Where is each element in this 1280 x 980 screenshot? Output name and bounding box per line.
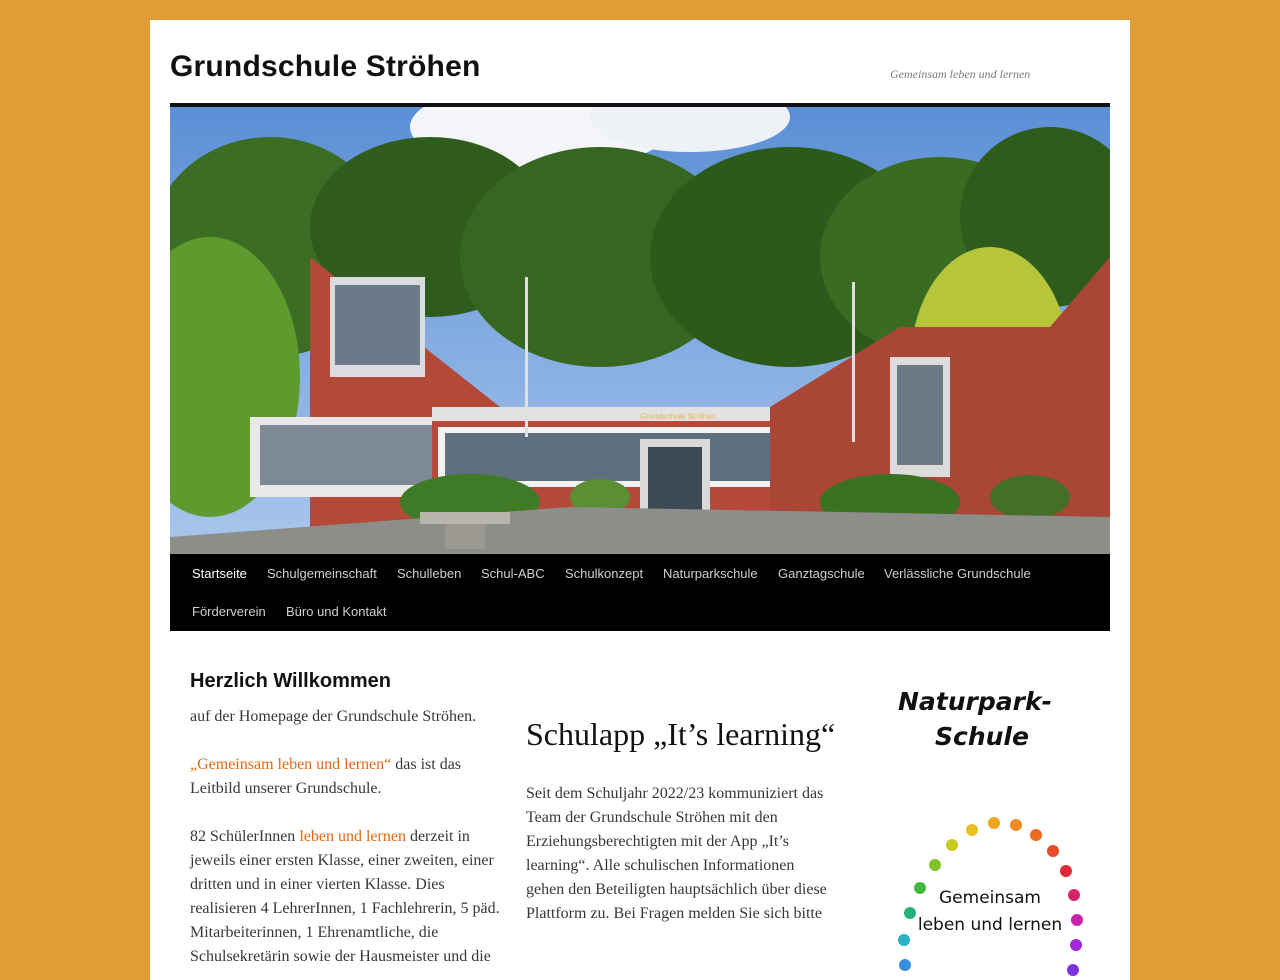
page-container (150, 20, 1130, 980)
main-navigation (170, 554, 1110, 631)
welcome-heading: Herzlich Willkommen (190, 670, 391, 692)
leben-und-lernen-link[interactable]: leben und lernen (299, 828, 406, 845)
gemeinsam-leben-lernen-logo[interactable] (890, 785, 1090, 980)
motto-link[interactable]: „Gemeinsam leben und lernen“ (190, 756, 392, 773)
naturpark-logo-line1: Naturpark- (898, 687, 1052, 716)
description-start: 82 SchülerInnen (190, 828, 300, 845)
nav-item-schulkonzept[interactable]: Schulkonzept (565, 566, 644, 581)
description-rest: derzeit in jeweils einer ersten Klasse, einer zweiten, einer dritten und in einer vierten Klasse. Dies realisieren 4 LehrerInnen, 1 Fachlehrerin, 5 päd. Mitarbeiterinnen, 1 Ehrenamtliche, die Schulsekretärin sowie der Hausmeister und die (190, 828, 500, 965)
nav-item-ganztagschule[interactable]: Ganztagschule (778, 566, 865, 581)
naturpark-schule-logo[interactable] (890, 675, 1080, 755)
nav-item-schulgemeinschaft[interactable]: Schulgemeinschaft (267, 566, 377, 581)
welcome-motto (190, 753, 500, 801)
schulapp-article (526, 710, 836, 950)
nav-item-schul-abc[interactable]: Schul-ABC (481, 566, 545, 581)
school-building-photo (170, 107, 1110, 554)
gemeinsam-logo-line2: leben und lernen (917, 915, 1063, 935)
welcome-section (190, 670, 500, 980)
site-title[interactable]: Grundschule Ströhen (170, 50, 481, 83)
header-image[interactable] (170, 107, 1110, 554)
site-tagline: Gemeinsam leben und lernen (890, 67, 1031, 81)
nav-item-startseite[interactable]: Startseite (192, 566, 247, 581)
sidebar (890, 675, 1090, 980)
nav-item-foerderverein[interactable]: Förderverein (192, 604, 266, 619)
nav-item-verlaessliche-grundschule[interactable]: Verlässliche Grundschule (884, 566, 1031, 581)
nav-item-buero-kontakt[interactable]: Büro und Kontakt (286, 604, 387, 619)
article-body: Seit dem Schuljahr 2022/23 kommuniziert das Team der Grundschule Ströhen mit den Erziehungsberechtigten mit der App „It’s learning“. Alle schulischen Informationen gehen den Beteiligten hauptsächlich über diese Plattform zu. Bei Fragen melden Sie sich bitte (526, 785, 827, 922)
gemeinsam-logo-line1: Gemeinsam (939, 888, 1041, 908)
article-title[interactable]: Schulapp „It’s learning“ (526, 716, 836, 752)
welcome-intro: auf der Homepage der Grundschule Ströhen. (190, 708, 477, 725)
welcome-description (190, 825, 500, 969)
motto-text: das ist das Leitbild unserer Grundschule. (190, 756, 462, 797)
building-sign: Grundschule Ströhen (640, 412, 716, 421)
nav-item-naturparkschule[interactable]: Naturparkschule (663, 566, 758, 581)
nav-item-schulleben[interactable]: Schulleben (397, 566, 462, 581)
naturpark-logo-line2: Schule (935, 722, 1029, 751)
